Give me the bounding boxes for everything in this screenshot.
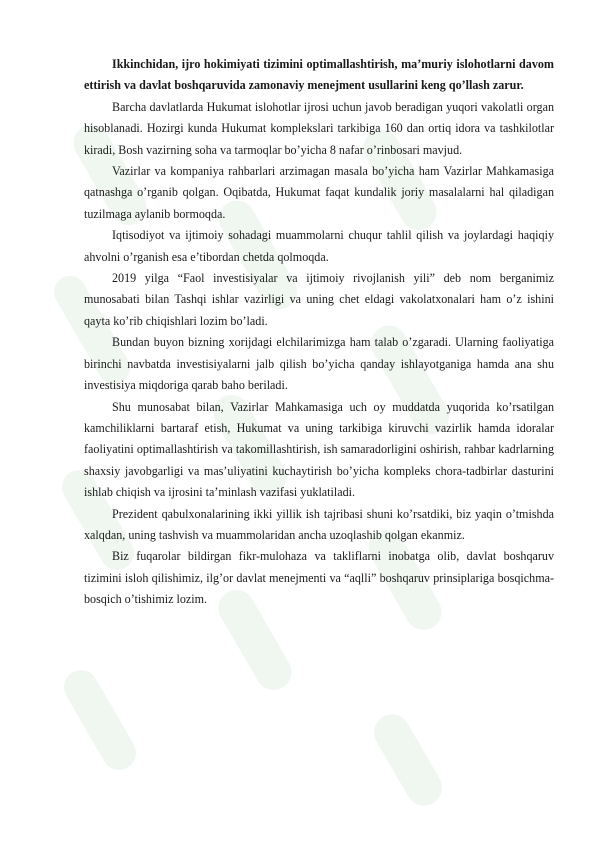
paragraph: Barcha davlatlarda Hukumat islohotlar ijrosi uchun javob beradigan yuqori vakolatli organ hisoblanadi. Hozirgi kunda Hukumat komplekslari tarkibiga 160 dan ortiq idora va tashkilotlar kiradi, Bosh vazirning soha va tarmoqlar bo’yicha 8 nafar o’rinbosari mavjud.	[84, 99, 554, 157]
paragraph: Shu munosabat bilan, Vazirlar Mahkamasiga uch oy muddatda yuqorida ko’rsatilgan kamchiliklarni bartaraf etish, Hukumat va uning tarkibiga kiruvchi vazirlik hamda idoralar faoliyatini optimallashtirish va takomillashtirish, ish samaradorligini oshirish, rahbar kadrlarning shaxsiy javobgarligi va mas’uliyatini kuchaytirish bo’yicha kompleks chora-tadbirlar dasturini ishlab chiqish va ijrosini ta’minlash vazifasi yuklatiladi.	[84, 399, 554, 500]
paragraph: 2019 yilga “Faol investisiyalar va ijtimoiy rivojlanish yili” deb nom berganimiz munosabati bilan Tashqi ishlar vazirligi va uning chet eldagi vakolatxonalari ham o’z ishini qayta ko’rib chiqishlari lozim bo’ladi.	[84, 271, 554, 328]
section-heading: Ikkinchidan, ijro hokimiyati tizimini optimallashtirish, ma’muriy islohotlarni davom ettirish va davlat boshqaruvida zamonaviy menejment usullarini keng qo’llash zarur.	[84, 57, 554, 93]
watermark-mark	[58, 664, 142, 776]
document-body	[84, 54, 554, 611]
paragraph: Iqtisodiyot va ijtimoiy sohadagi muammolarni chuqur tahlil qilish va joylardagi haqiqiy ahvolni o’rganish esa e’tibordan chetda qolmoqda.	[84, 228, 554, 264]
paragraph: Vazirlar va kompaniya rahbarlari arzimagan masala bo’yicha ham Vazirlar Mahkamasiga qatnashga o’rganib qolgan. Oqibatda, Hukumat faqat kundalik joriy masalalarni hal qiladigan tuzilmaga aylanib bormoqda.	[84, 164, 554, 221]
paragraph: Biz fuqarolar bildirgan fikr-mulohaza va takliflarni inobatga olib, davlat boshqaruv tizimini isloh qilishimiz, ilg’or davlat menejmenti va “aqlli” boshqaruv prinsiplariga bosqichma-bosqich o’tishimiz lozim.	[84, 549, 554, 607]
paragraph: Prezident qabulxonalarining ikki yillik ish tajribasi shuni ko’rsatdiki, biz yaqin o’tmishda xalqdan, uning tashvish va muammolaridan ancha uzoqlashib qolgan ekanmiz.	[84, 506, 554, 542]
watermark-mark	[367, 708, 448, 813]
paragraph: Bundan buyon bizning xorijdagi elchilarimizga ham talab o’zgaradi. Ularning faoliyatiga birinchi navbatda investisiyalarni jalb qilish bo’yicha qanday ishlayotganiga hamda ana shu investisiya miqdoriga qarab baho beriladi.	[84, 335, 554, 393]
